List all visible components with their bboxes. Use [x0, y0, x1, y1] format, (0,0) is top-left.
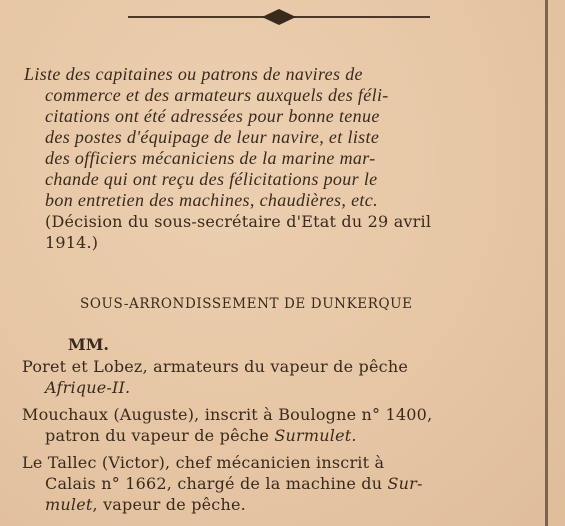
intro-line: Liste des capitaines ou patrons de navires de	[24, 64, 363, 84]
intro-line: chande qui ont reçu des félicitations pour le	[45, 169, 378, 189]
column-divider	[545, 0, 548, 526]
intro-line: citations ont été adressées pour bonne tenue	[45, 106, 380, 126]
ornamental-rule	[128, 8, 430, 26]
intro-line: des postes d'équipage de leur navire, et liste	[45, 127, 380, 147]
ship-name: Surmulet.	[274, 426, 357, 445]
entry-line: patron du vapeur de pêche	[45, 426, 275, 445]
entry-line: Le Tallec (Victor), chef mécanicien inscrit à	[22, 453, 385, 472]
entry-line: Calais n° 1662, chargé de la machine du	[45, 474, 388, 493]
decision-line: (Décision du sous-secrétaire d'Etat du 29 avril	[45, 212, 432, 231]
list-item	[22, 404, 542, 446]
list-item	[22, 452, 542, 515]
ship-name: Sur-	[387, 474, 423, 493]
decision-line: 1914.)	[45, 233, 99, 252]
ship-name: Afrique-II.	[45, 378, 131, 397]
intro-line: bon entretien des machines, chaudières, etc.	[45, 190, 378, 210]
ship-name: mulet	[45, 495, 93, 514]
salutation: MM.	[68, 335, 109, 354]
section-heading: SOUS-ARRONDISSEMENT DE DUNKERQUE	[80, 296, 413, 312]
entry-line: , vapeur de pêche.	[92, 495, 246, 514]
intro-paragraph	[24, 64, 539, 253]
entry-list	[22, 350, 542, 521]
intro-line: des officiers mécaniciens de la marine mar-	[45, 148, 376, 168]
list-item	[22, 356, 542, 398]
intro-line: commerce et des armateurs auxquels des féli-	[45, 85, 389, 105]
entry-line: Poret et Lobez, armateurs du vapeur de pêche	[22, 357, 408, 376]
entry-line: Mouchaux (Auguste), inscrit à Boulogne n° 1400,	[22, 405, 433, 424]
